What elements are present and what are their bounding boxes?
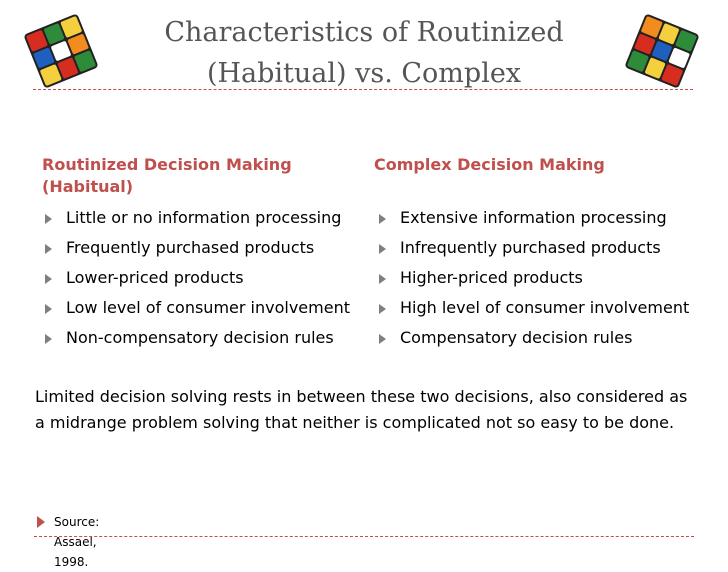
bullet-arrow-icon (45, 274, 52, 284)
source-citation (34, 512, 100, 569)
list-item-text: Lower-priced products (66, 268, 244, 287)
list-item (42, 263, 350, 293)
bullet-arrow-icon (379, 274, 386, 284)
list-item-text: High level of consumer involvement (400, 298, 690, 317)
bullet-arrow-icon (379, 244, 386, 254)
list-item (376, 233, 689, 263)
bullet-arrow-icon (45, 244, 52, 254)
bullet-arrow-icon (379, 334, 386, 344)
bullet-arrow-icon (379, 214, 386, 224)
list-item (42, 203, 350, 233)
bullet-arrow-icon (45, 334, 52, 344)
list-item-text: Infrequently purchased products (400, 238, 661, 257)
bullet-arrow-icon (379, 304, 386, 314)
footer-divider (34, 536, 694, 537)
list-item (376, 323, 689, 353)
bullet-arrow-icon (45, 304, 52, 314)
list-item (42, 293, 350, 323)
list-item-text: Non-compensatory decision rules (66, 328, 334, 347)
slide-title-line-2: (Habitual) vs. Complex (206, 58, 522, 89)
slide-title-line-1: Characteristics of Routinized (164, 17, 564, 48)
complex-heading: Complex Decision Making (374, 155, 605, 174)
cube-sticker (74, 50, 96, 72)
list-item (376, 203, 689, 233)
list-item (376, 293, 689, 323)
list-item-text: Frequently purchased products (66, 238, 315, 257)
bullet-arrow-icon (45, 214, 52, 224)
source-arrow-icon (37, 516, 45, 528)
title-divider (33, 89, 693, 90)
list-item-text: Low level of consumer involvement (66, 298, 350, 317)
summary-paragraph: Limited decision solving rests in between these two decisions, also considered as a midrange problem solving that neither is complicated not so easy to be done. (35, 387, 688, 432)
routinized-heading: Routinized Decision Making (Habitual) (42, 155, 292, 196)
list-item-text: Extensive information processing (400, 208, 667, 227)
list-item-text: Higher-priced products (400, 268, 583, 287)
list-item-text: Compensatory decision rules (400, 328, 633, 347)
list-item-text: Little or no information processing (66, 208, 342, 227)
cube-sticker (661, 64, 683, 86)
list-item (42, 323, 350, 353)
source-text: Source: Assael, 1998. (54, 515, 100, 569)
slide-title (0, 12, 728, 94)
list-item (376, 263, 689, 293)
complex-list (376, 203, 689, 353)
list-item (42, 233, 350, 263)
routinized-list (42, 203, 350, 353)
